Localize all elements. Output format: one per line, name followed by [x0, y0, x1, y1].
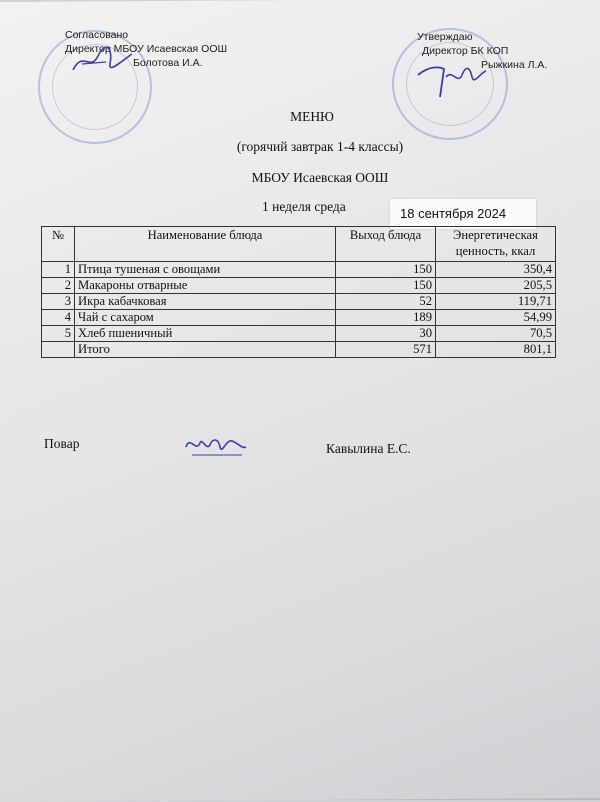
header-num: №: [42, 227, 75, 262]
left-signature: [68, 42, 138, 82]
row-dish: Икра кабачковая: [75, 294, 336, 310]
row-dish: Птица тушеная с овощами: [75, 262, 336, 278]
right-signature: [410, 55, 490, 105]
table-row: [42, 310, 556, 326]
table-row: [42, 326, 556, 342]
menu-table: [41, 226, 556, 358]
approval-left-line2: Директор МБОУ Исаевская ООШ: [65, 43, 228, 55]
approval-right-line1: Утверждаю: [417, 31, 473, 43]
row-dish: Макароны отварные: [75, 278, 336, 294]
row-output: 52: [336, 294, 436, 310]
row-num: 1: [42, 262, 75, 278]
total-output: 571: [336, 342, 436, 358]
table-row: [42, 294, 556, 310]
total-energy: 801,1: [436, 342, 556, 358]
row-num: 5: [42, 326, 75, 342]
row-num: 3: [42, 294, 75, 310]
row-energy: 205,5: [436, 278, 556, 294]
row-energy: 119,71: [436, 294, 556, 310]
approval-left-line1: Согласовано: [65, 29, 129, 41]
row-num: 4: [42, 310, 75, 326]
week-day: 1 неделя среда: [262, 199, 346, 214]
header-name: Наименование блюда: [75, 227, 336, 262]
total-row: [42, 342, 556, 358]
row-dish: Хлеб пшеничный: [75, 326, 336, 342]
row-energy: 54,99: [436, 310, 556, 326]
total-num: [42, 342, 75, 358]
row-energy: 70,5: [436, 326, 556, 342]
menu-subtitle: (горячий завтрак 1-4 классы): [236, 139, 404, 154]
date-label: 18 сентября 2024: [390, 199, 536, 229]
total-label: Итого: [75, 342, 336, 358]
approval-right-line3: Рыжкина Л.А.: [481, 59, 548, 71]
header-energy-line1: Энергетическая: [453, 228, 538, 242]
header-energy: [436, 227, 556, 262]
row-dish: Чай с сахаром: [75, 310, 336, 326]
cook-role: Повар: [44, 436, 80, 451]
header-output: Выход блюда: [336, 227, 436, 262]
approval-left-line3: Болотова И.А.: [133, 57, 203, 69]
menu-title: МЕНЮ: [290, 109, 334, 124]
school-name: МБОУ Исаевская ООШ: [251, 170, 389, 185]
row-num: 2: [42, 278, 75, 294]
table-row: [42, 278, 556, 294]
approval-right-line2: Директор БК КОП: [422, 45, 509, 57]
row-output: 189: [336, 310, 436, 326]
header-energy-line2: ценность, ккал: [455, 244, 536, 258]
cook-name: Кавылина Е.С.: [326, 441, 411, 456]
table-row: [42, 262, 556, 278]
row-energy: 350,4: [436, 262, 556, 278]
row-output: 150: [336, 278, 436, 294]
row-output: 150: [336, 262, 436, 278]
cook-signature: [182, 425, 252, 465]
row-output: 30: [336, 326, 436, 342]
table-header-row: [42, 227, 556, 262]
